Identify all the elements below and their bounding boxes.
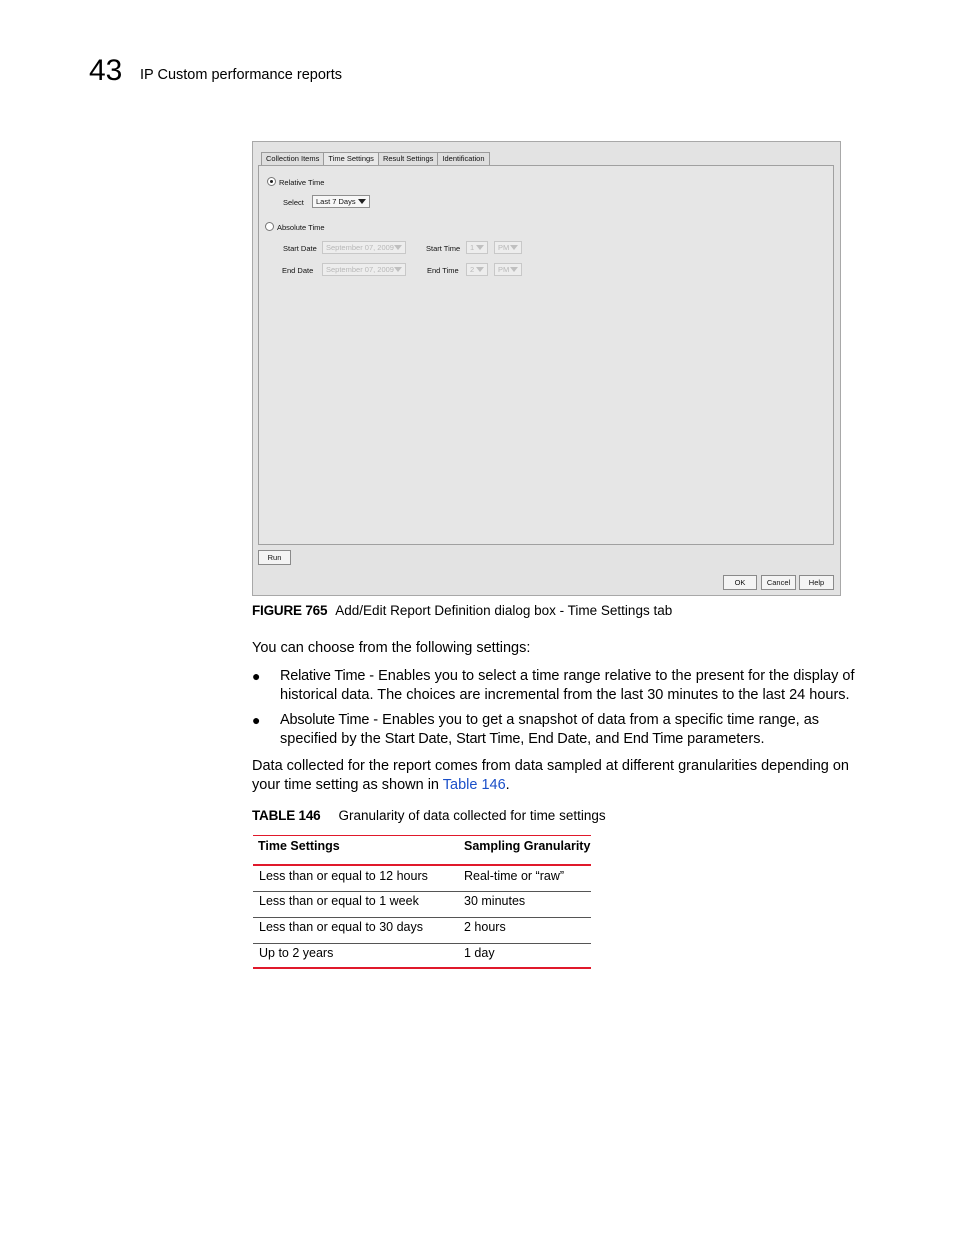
intro-text: You can choose from the following settings: <box>252 640 531 656</box>
bullet-text-tail: parameters. <box>683 731 765 747</box>
paragraph-line-tail: . <box>505 777 510 793</box>
row-divider <box>253 917 591 918</box>
end-hour-value: 2 <box>470 265 475 274</box>
chapter-number: 43 <box>89 54 123 87</box>
time-settings-panel <box>258 165 834 545</box>
relative-time-radio[interactable] <box>267 177 276 186</box>
paragraph-line: Data collected for the report comes from data sampled at different granularities depending on <box>252 758 849 774</box>
header-rule <box>253 864 591 866</box>
bullet-text: - Enables you to get a snapshot of data from a specific time range, as <box>369 712 820 728</box>
chevron-down-icon <box>510 245 518 250</box>
end-date-value: September 07, 2009 <box>326 265 394 274</box>
end-ampm-value: PM <box>498 265 510 274</box>
figure-title: Add/Edit Report Definition dialog box - Time Settings tab <box>335 603 673 618</box>
bullet-term: Relative Time <box>280 668 366 684</box>
run-button[interactable]: Run <box>258 550 291 565</box>
start-date-select[interactable] <box>322 241 406 254</box>
start-date-value: September 07, 2009 <box>326 243 394 252</box>
param-start-date: Start Date <box>384 731 449 747</box>
start-hour-value: 1 <box>470 243 475 252</box>
tab-collection-items[interactable]: Collection Items <box>261 152 324 165</box>
relative-time-label: Relative Time <box>279 178 325 187</box>
end-time-label: End Time <box>427 266 459 275</box>
select-label: Select <box>283 198 304 207</box>
separator: , <box>448 731 457 747</box>
chevron-down-icon <box>476 267 484 272</box>
relative-range-value: Last 7 Days <box>316 197 356 206</box>
header-time-settings: Time Settings <box>258 839 340 853</box>
table-146-link[interactable]: Table 146 <box>442 777 506 793</box>
granularity-paragraph <box>252 757 849 795</box>
table-bottom-rule <box>253 967 591 969</box>
dialog-tab-strip <box>261 152 489 165</box>
row-divider <box>253 943 591 944</box>
bullet-text: - Enables you to select a time range relative to the present for the display of <box>365 668 855 684</box>
end-ampm-select[interactable] <box>494 263 522 276</box>
param-start-time: Start Time <box>456 731 521 747</box>
table-top-rule <box>253 835 591 836</box>
absolute-time-label: Absolute Time <box>277 223 325 232</box>
figure-label: FIGURE 765 <box>252 603 328 618</box>
ok-button[interactable]: OK <box>723 575 757 590</box>
param-end-time: End Time <box>623 731 684 747</box>
figure-caption <box>252 602 672 620</box>
table-caption <box>252 807 606 825</box>
start-date-label: Start Date <box>283 244 317 253</box>
tab-time-settings[interactable]: Time Settings <box>323 152 379 166</box>
paragraph-line-lead: your time setting as shown in <box>252 777 443 793</box>
table-cell: Less than or equal to 1 week <box>259 894 419 908</box>
table-cell: Less than or equal to 30 days <box>259 920 424 934</box>
end-hour-select[interactable] <box>466 263 488 276</box>
dialog-screenshot <box>252 141 841 596</box>
table-cell: 1 day <box>464 946 495 960</box>
start-ampm-select[interactable] <box>494 241 522 254</box>
tab-result-settings[interactable]: Result Settings <box>378 152 438 165</box>
bullet-icon: ● <box>252 668 261 684</box>
bullet-absolute-time <box>252 711 872 749</box>
bullet-relative-time <box>252 667 872 705</box>
chevron-down-icon <box>510 267 518 272</box>
param-end-date: End Date <box>528 731 588 747</box>
separator: , and <box>587 731 624 747</box>
table-cell: Up to 2 years <box>259 946 334 960</box>
table-title: Granularity of data collected for time settings <box>338 808 606 823</box>
table-label: TABLE 146 <box>252 808 321 823</box>
chapter-title: IP Custom performance reports <box>140 67 343 83</box>
table-cell: 30 minutes <box>464 894 526 908</box>
bullet-text-continued: historical data. The choices are incremental from the last 30 minutes to the last 24 hours. <box>280 687 850 703</box>
table-cell: Real-time or “raw” <box>464 869 565 883</box>
table-cell: 2 hours <box>464 920 506 934</box>
start-time-label: Start Time <box>426 244 461 253</box>
relative-range-select[interactable] <box>312 195 370 208</box>
bullet-icon: ● <box>252 712 261 728</box>
end-date-select[interactable] <box>322 263 406 276</box>
cancel-button[interactable]: Cancel <box>761 575 796 590</box>
chevron-down-icon <box>394 267 402 272</box>
chevron-down-icon <box>394 245 402 250</box>
header-sampling-granularity: Sampling Granularity <box>464 839 591 853</box>
start-hour-select[interactable] <box>466 241 488 254</box>
help-button[interactable]: Help <box>799 575 834 590</box>
tab-identification[interactable]: Identification <box>437 152 489 165</box>
end-date-label: End Date <box>282 266 314 275</box>
table-cell: Less than or equal to 12 hours <box>259 869 428 883</box>
start-ampm-value: PM <box>498 243 510 252</box>
bullet-text-lead: specified by the <box>280 731 385 747</box>
bullet-term: Absolute Time <box>280 712 370 728</box>
separator: , <box>520 731 529 747</box>
chevron-down-icon <box>358 199 366 204</box>
absolute-time-radio[interactable] <box>265 222 274 231</box>
row-divider <box>253 891 591 892</box>
chevron-down-icon <box>476 245 484 250</box>
